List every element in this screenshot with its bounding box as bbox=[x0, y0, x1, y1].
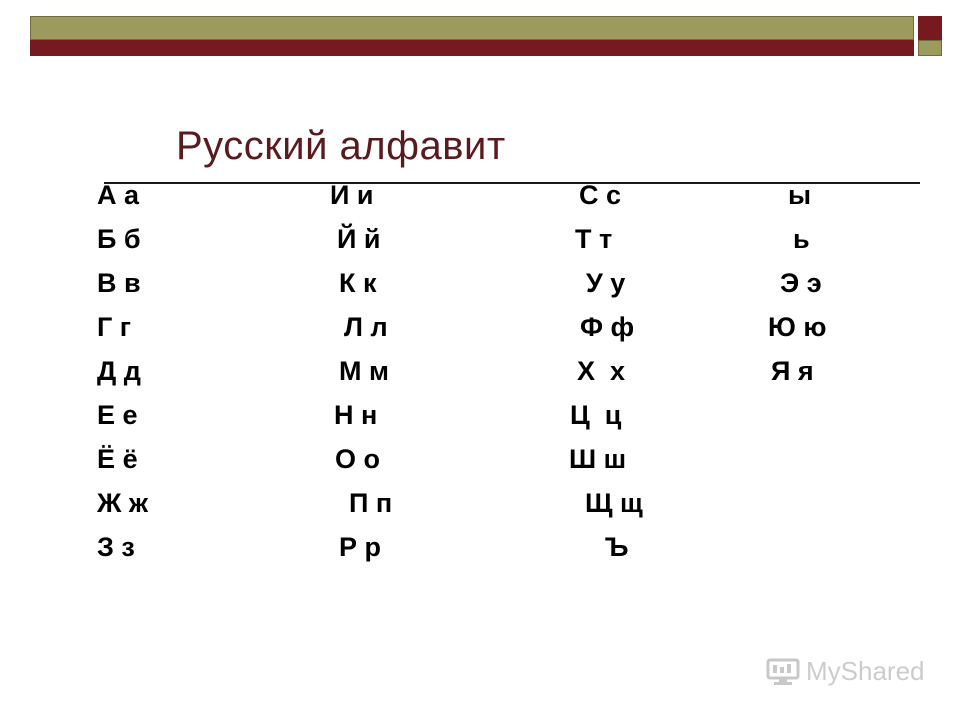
header-band-maroon-stripe bbox=[30, 40, 914, 56]
header-band-olive-stripe bbox=[30, 16, 914, 40]
header-band-square-top bbox=[918, 16, 942, 40]
letter-pair: Ж ж bbox=[97, 488, 149, 518]
letter-pair: Т т bbox=[575, 224, 613, 254]
letter-pair: О о bbox=[335, 444, 380, 474]
letter-pair: И и bbox=[330, 180, 374, 210]
letter-pair: Ф ф bbox=[580, 312, 635, 342]
letter-pair: П п bbox=[349, 488, 393, 518]
letter-pair: Х х bbox=[577, 356, 626, 386]
watermark bbox=[766, 656, 925, 687]
letter-pair: К к bbox=[339, 268, 377, 298]
monitor-icon bbox=[766, 657, 800, 687]
letter-pair: Я я bbox=[771, 356, 814, 386]
slide-title: Русский алфавит bbox=[176, 124, 506, 168]
letter-pair: Ё ё bbox=[97, 444, 138, 474]
letter-pair: М м bbox=[339, 356, 389, 386]
letter-pair: Б б bbox=[97, 224, 141, 254]
letter-pair: Ъ bbox=[605, 532, 629, 562]
letter-pair: Г г bbox=[97, 312, 132, 342]
letter-pair: У у bbox=[586, 268, 626, 298]
letter-pair: В в bbox=[97, 268, 141, 298]
header-band bbox=[30, 16, 942, 56]
letter-pair: Ц ц bbox=[570, 400, 622, 430]
letter-pair: Щ щ bbox=[585, 488, 643, 518]
watermark-text: MyShared bbox=[806, 656, 925, 686]
letter-pair: Э э bbox=[780, 268, 822, 298]
letter-pair: С с bbox=[579, 180, 622, 210]
letter-pair: З з bbox=[97, 532, 135, 562]
letter-pair: Е е bbox=[97, 400, 138, 430]
letter-pair: Ю ю bbox=[768, 312, 827, 342]
letter-pair: Д д bbox=[97, 356, 141, 386]
letter-pair: Р р bbox=[339, 532, 382, 562]
letter-pair: ы bbox=[788, 180, 812, 210]
letter-pair: Н н bbox=[334, 400, 378, 430]
letter-pair: Й й bbox=[337, 224, 381, 254]
letter-pair: Л л bbox=[344, 312, 388, 342]
letter-pair: ь bbox=[793, 224, 810, 254]
letter-pair: А а bbox=[97, 180, 140, 210]
letter-pair: Ш ш bbox=[569, 444, 627, 474]
header-band-square-bottom bbox=[918, 40, 942, 56]
